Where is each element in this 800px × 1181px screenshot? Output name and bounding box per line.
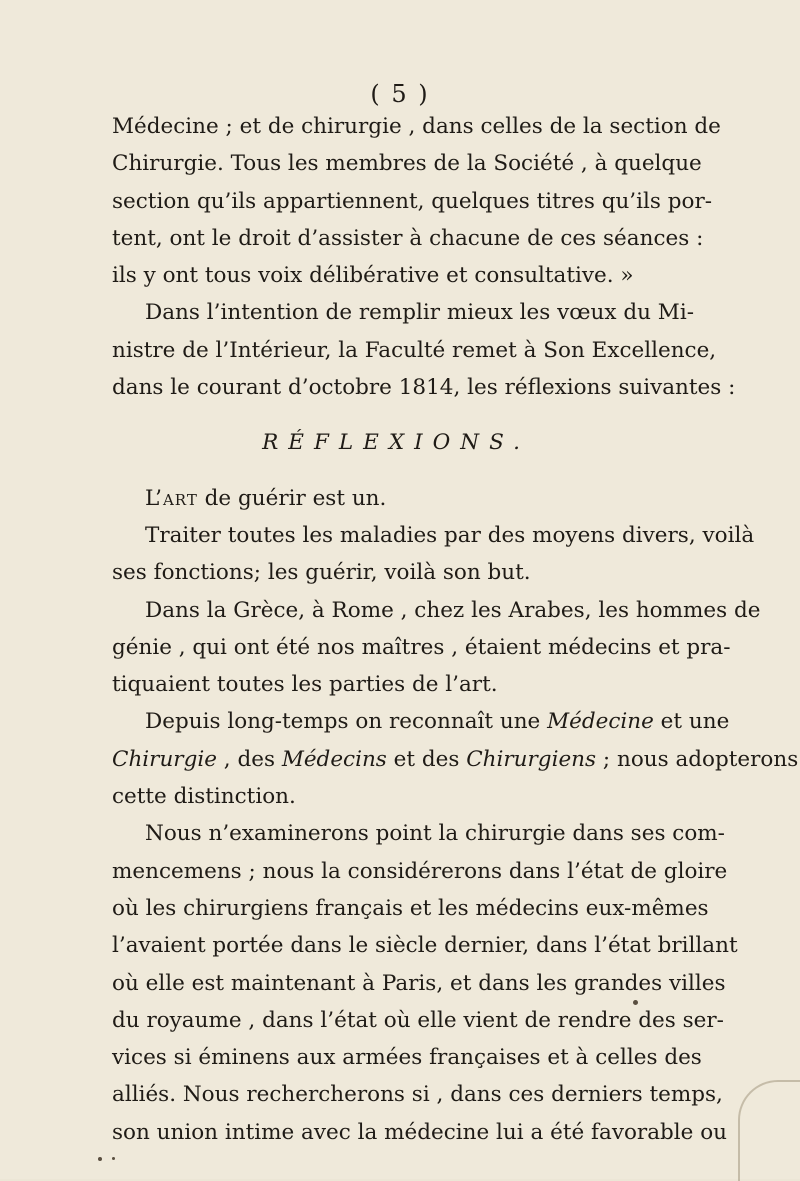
text-line: Traiter toutes les maladies par des moyens divers, voilà xyxy=(145,522,755,548)
text-line xyxy=(112,703,730,740)
text-line: alliés. Nous rechercherons si , dans ces derniers temps, xyxy=(112,1082,723,1108)
text-line: son union intime avec la médecine lui a été favorable ou xyxy=(112,1119,728,1145)
text-line: Nous n’examinerons point la chirurgie dans ses com- xyxy=(145,821,725,847)
text-line: Chirurgie. Tous les membres de la Société , à quelque xyxy=(112,151,702,177)
section-heading: RÉFLEXIONS. xyxy=(262,430,530,456)
text-fragment: ; nous adopterons xyxy=(596,746,799,772)
text-line: ses fonctions; les guérir, voilà son but. xyxy=(112,560,531,586)
italic-term: Chirurgiens xyxy=(466,746,597,772)
text-line: nistre de l’Intérieur, la Faculté remet à Son Excellence, xyxy=(112,337,717,363)
text-line: où les chirurgiens français et les médecins eux-mêmes xyxy=(112,895,709,921)
text-line: du royaume , dans l’état où elle vient de rendre des ser- xyxy=(112,1007,724,1033)
text-line: dans le courant d’octobre 1814, les réflexions suivantes : xyxy=(112,375,736,401)
text-line: Dans la Grèce, à Rome , chez les Arabes, les hommes de xyxy=(145,597,761,623)
text-fragment: Depuis long-temps on reconnaît une xyxy=(145,709,548,735)
text-line: où elle est maintenant à Paris, et dans les grandes villes xyxy=(112,970,726,996)
text-line xyxy=(112,480,652,517)
text-line: mencemens ; nous la considérerons dans l’état de gloire xyxy=(112,858,728,884)
art-smallcaps: L’art xyxy=(145,485,198,511)
art-rest: de guérir est un. xyxy=(197,485,387,511)
text-line: section qu’ils appartiennent, quelques titres qu’ils por- xyxy=(112,188,713,214)
text-line: Médecine ; et de chirurgie , dans celles de la section de xyxy=(112,114,721,139)
text-fragment: et des xyxy=(386,746,467,772)
text-line: vices si éminens aux armées françaises et à celles des xyxy=(112,1045,702,1071)
italic-term: Médecins xyxy=(281,746,387,772)
text-line: Dans l’intention de remplir mieux les vœux du Mi- xyxy=(145,300,694,326)
text-line: génie , qui ont été nos maîtres , étaient médecins et pra- xyxy=(112,634,731,660)
text-line: ils y ont tous voix délibérative et consultative. » xyxy=(112,263,634,289)
page-number: ( 5 ) xyxy=(370,80,430,108)
paper-speck xyxy=(633,1000,638,1005)
text-body xyxy=(112,108,799,1151)
page-edge-shadow xyxy=(738,1080,800,1181)
text-fragment: , des xyxy=(216,746,282,772)
paper-speck xyxy=(98,1157,102,1161)
text-line xyxy=(112,741,799,778)
text-fragment: et une xyxy=(653,709,730,735)
text-line: l’avaient portée dans le siècle dernier, dans l’état brillant xyxy=(112,933,738,959)
text-line: tiquaient toutes les parties de l’art. xyxy=(112,672,498,698)
text-line: tent, ont le droit d’assister à chacune de ces séances : xyxy=(112,225,704,251)
italic-term: Médecine xyxy=(547,709,654,735)
paper-speck xyxy=(112,1157,115,1160)
italic-term: Chirurgie xyxy=(112,746,217,772)
text-line: cette distinction. xyxy=(112,784,296,810)
